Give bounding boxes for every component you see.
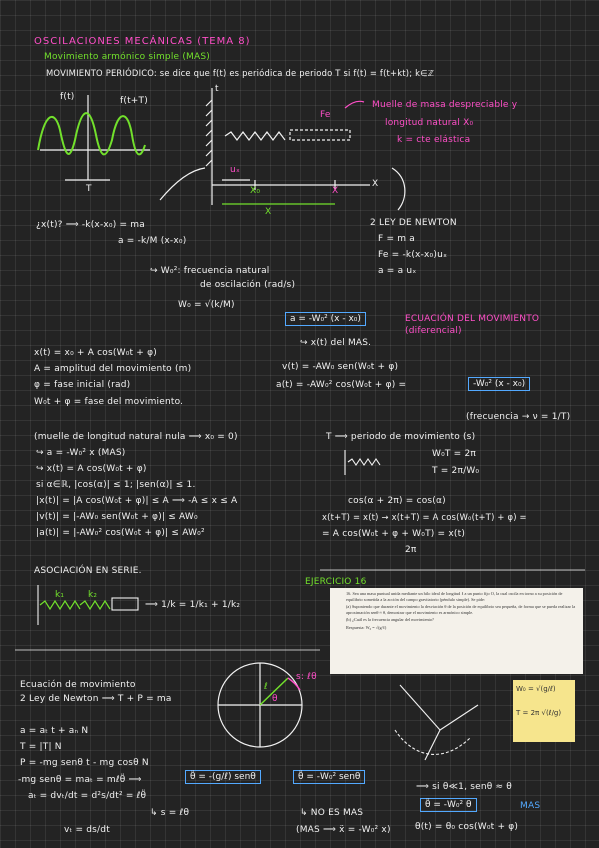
pendulum-eq-1: Ecuación de movimiento	[20, 680, 136, 690]
w0-formula: W₀ = √(k/M)	[178, 300, 235, 310]
newton-line-1: F = m a	[378, 234, 415, 244]
newton-line-3: a = a uₓ	[378, 266, 417, 276]
spring-fe-label: Fe	[320, 110, 331, 120]
exercise-paper-3: (b) ¿Cuál es la frecuencia angular del movimiento?	[346, 617, 434, 623]
small-angle-mas: MAS	[520, 801, 541, 811]
zero-length-6: |v(t)| = |-AW₀ sen(W₀t + φ)| ≤ AW₀	[36, 512, 198, 522]
fe-arrow-pink	[345, 101, 364, 108]
pendulum-eq-3: a = aₜ t + aₙ N	[20, 726, 89, 736]
xt-question: ¿x(t)? ⟹ -k(x-x₀) = ma	[36, 220, 145, 230]
frequency-note: (frecuencia → ν = 1/T)	[466, 412, 571, 422]
theta-box-1: θ̈ = -(g/ℓ) senθ	[185, 770, 261, 784]
pendulum-eq-4: T = |T| N	[20, 742, 62, 752]
pendulum-eq-7: aₜ = dvₜ/dt = d²s/dt² = ℓθ̈	[28, 791, 147, 801]
sticky-w0: W₀ = √(g/ℓ)	[516, 685, 556, 693]
spring-ux-label: uₓ	[230, 165, 241, 175]
sticky-note	[513, 680, 575, 742]
graph-ftT-label: f(t+T)	[120, 96, 148, 106]
velocity-eq: v(t) = -AW₀ sen(W₀t + φ)	[282, 362, 399, 372]
period-line-1: cos(α + 2π) = cos(α)	[348, 496, 446, 506]
graph-t-axis: t	[215, 84, 219, 94]
period-title: T ⟹ periodo de movimiento (s)	[326, 432, 476, 442]
exercise-statement	[330, 588, 583, 674]
series-k1: k₁	[55, 590, 65, 600]
zero-length-5: |x(t)| = |A cos(W₀t + φ)| ≤ A ⟹ -A ≤ x ≤ A	[36, 496, 238, 506]
periodic-definition: MOVIMIENTO PERIÓDICO: se dice que f(t) es periódica de periodo T si f(t) = f(t+kt); k∈ℤ	[46, 68, 435, 78]
w0-definition-2: de oscilación (rad/s)	[200, 280, 296, 290]
small-angle-note: ⟹ si θ≪1, senθ ≈ θ	[416, 782, 512, 792]
zero-length-7: |a(t)| = |-AW₀² cos(W₀t + φ)| ≤ AW₀²	[36, 528, 205, 538]
graph-ft-label: f(t)	[60, 92, 75, 102]
pendulum-eq-6: -mg senθ = maₜ = mℓθ̈ ⟹	[18, 775, 142, 785]
spring-x-axis: X	[372, 179, 379, 189]
zero-length-2: ↪ a = -W₀² x (MAS)	[36, 448, 126, 458]
xt-line-1: x(t) = x₀ + A cos(W₀t + φ)	[34, 348, 157, 358]
series-equation: ⟹ 1/k = 1/k₁ + 1/k₂	[145, 600, 241, 610]
pendulum-eq-2: 2 Ley de Newton ⟹ T + P = ma	[20, 694, 172, 704]
zero-length-3: ↪ x(t) = A cos(W₀t + φ)	[36, 464, 147, 474]
series-mass	[112, 598, 138, 610]
exercise-paper-4: Respuesta: W₀ = √(g/ℓ)	[346, 624, 387, 630]
spring-x-label: X	[332, 186, 339, 196]
xt-line-3: φ = fase inicial (rad)	[34, 380, 131, 390]
period-eq-1: W₀T = 2π	[432, 449, 477, 459]
no-mas-label: ↳ NO ES MAS	[300, 808, 364, 818]
spring-x0-label: X₀	[250, 186, 261, 196]
curved-arrow-2	[392, 168, 405, 210]
curved-arrow-1	[160, 168, 205, 200]
zero-length-1: (muelle de longitud natural nula ⟹ x₀ = 0)	[34, 432, 238, 442]
circle-s-label: s: ℓθ	[296, 672, 317, 682]
graph-T-label: T	[86, 184, 92, 194]
accel-equation: a = -k/M (x-x₀)	[118, 236, 187, 246]
period-eq-2: T = 2π/W₀	[432, 466, 480, 476]
series-k2: k₂	[88, 590, 98, 600]
theta-t-solution: θ(t) = θ₀ cos(W₀t + φ)	[415, 822, 519, 832]
accel-eq-full: a(t) = -AW₀² cos(W₀t + φ) =	[276, 380, 407, 390]
sticky-T: T = 2π √(ℓ/g)	[516, 709, 562, 717]
xt-line-4: W₀t + φ = fase del movimiento.	[34, 397, 184, 407]
page-title: OSCILACIONES MECÁNICAS (TEMA 8)	[34, 36, 251, 47]
series-springs	[40, 601, 110, 609]
small-angle-box: θ̈ = -W₀² θ	[420, 798, 477, 812]
exercise-title: EJERCICIO 16	[305, 577, 367, 587]
circle-l-label: ℓ	[264, 682, 268, 692]
newton-line-2: Fe = -k(x-x₀)uₓ	[378, 250, 448, 260]
spring-note-3: k = cte elástica	[397, 135, 471, 145]
theta-box-2: θ̈ = -W₀² senθ	[293, 770, 365, 784]
period-spring	[345, 450, 380, 475]
pendulum-eq-5: P = -mg senθ t - mg cosθ N	[20, 758, 149, 768]
accel-box: -W₀² (x - x₀)	[468, 377, 530, 391]
exercise-paper-1: 16. Sea una masa puntual unida mediante un hilo ideal de longitud ℓ a un punto fijo O, la cual oscila en torno a su posición de equilibrio sometida a la acción del campo gravitatorio (péndulo simple). Se pide:	[346, 591, 563, 602]
spring-x-green: X	[265, 207, 272, 217]
diff-label-2: (diferencial)	[405, 326, 462, 336]
diff-equation-box: a = -W₀² (x - x₀)	[285, 312, 366, 326]
pendulum-eq-8: vₜ = ds/dt	[64, 825, 110, 835]
pendulum-diagram	[395, 685, 478, 760]
w0-definition: ↪ W₀²: frecuencia natural	[150, 266, 270, 276]
xt-mas: ↪ x(t) del MAS.	[300, 338, 372, 348]
spring-note-1: Muelle de masa despreciable y	[372, 100, 518, 110]
pendulum-eq-9: ↳ s = ℓθ	[150, 808, 190, 818]
circle-theta-label: θ	[272, 694, 278, 704]
newton-title: 2 LEY DE NEWTON	[370, 218, 457, 228]
diff-label-1: ECUACIÓN DEL MOVIMIENTO	[405, 314, 540, 324]
zero-length-4: si α∈ℝ, |cos(α)| ≤ 1; |sen(α)| ≤ 1.	[36, 480, 196, 490]
periodic-graph	[40, 95, 150, 180]
period-line-2: x(t+T) = x(t) → x(t+T) = A cos(W₀(t+T) + φ) =	[322, 512, 527, 522]
mas-note: (MAS ⟹ ẍ = -W₀² x)	[296, 825, 391, 835]
spring-note-2: longitud natural X₀	[385, 118, 474, 128]
period-line-3: = A cos(W₀t + φ + W₀T) = x(t)	[322, 529, 466, 539]
spring-diagram	[206, 88, 370, 205]
xt-line-2: A = amplitud del movimiento (m)	[34, 364, 192, 374]
subtitle: Movimiento armónico simple (MAS)	[44, 52, 210, 62]
periodic-wave	[38, 113, 145, 154]
series-title: ASOCIACIÓN EN SERIE.	[34, 566, 142, 576]
period-line-4: 2π	[405, 545, 417, 555]
exercise-paper-2: (a) Suponiendo que durante el movimiento la desviación θ de la posición de equilibrio sea pequeña, de forma que se pueda realizar la aproximación senθ ≈ θ, demostrar que el movimiento es armónico simple.	[346, 604, 576, 615]
